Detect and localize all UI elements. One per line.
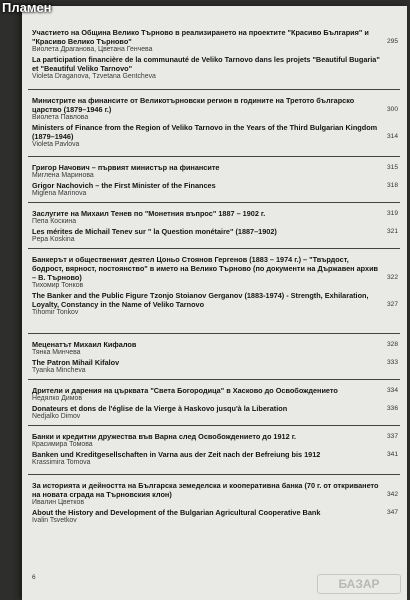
entry-page-number: 328 [386, 341, 398, 348]
entry-title-translation-text: The Patron Mihail Kifalov [32, 357, 120, 367]
watermark-text: Пламен [2, 0, 52, 15]
entry-author: Ивалин Цветков [32, 499, 84, 506]
entry-title-translation[interactable] [32, 404, 398, 413]
divider [28, 425, 400, 426]
entry-title-translation[interactable] [32, 291, 398, 309]
entry-title[interactable] [32, 96, 398, 114]
toc-entry [32, 340, 398, 375]
entry-author: Красимира Томова [32, 441, 93, 448]
entry-author: Тихомир Тонков [32, 282, 84, 289]
entry-title[interactable] [32, 28, 398, 46]
entry-title[interactable] [32, 340, 398, 349]
document-page [22, 6, 407, 600]
entry-title-translation[interactable] [32, 55, 398, 73]
toc-entry [32, 481, 398, 525]
divider [28, 474, 400, 475]
entry-title[interactable] [32, 386, 398, 395]
entry-title-translation-text: Donateurs et dons de l'église de la Vierge à Haskovo jusqu'à la Liberation [32, 403, 288, 413]
entry-author: Пепа Коскина [32, 218, 77, 225]
entry-page-number: 295 [386, 38, 398, 45]
toc-entry [32, 386, 398, 421]
entry-title-translation-text: Ministers of Finance from the Region of Veliko Tarnovo in the Years of the Third Bulgarian Kingdom (1879–1946) [32, 122, 378, 141]
divider [28, 202, 400, 203]
divider [28, 89, 400, 90]
entry-author-latin: Krassimira Tomova [32, 458, 91, 466]
entry-page-number: 322 [386, 274, 398, 281]
entry-page-number: 333 [386, 358, 398, 366]
entry-title-text: За историята и дейността на Българска земеделска и кооперативна банка (70 г. от откриването на новата сграда на Търновския клон) [32, 481, 379, 499]
entry-page-number: 342 [386, 491, 398, 498]
entry-author: Миглена Маринова [32, 172, 94, 179]
entry-title[interactable] [32, 432, 398, 441]
entry-page-number: 336 [386, 404, 398, 412]
entry-author-latin: Pepa Koskina [32, 235, 75, 243]
entry-title-translation[interactable] [32, 508, 398, 517]
entry-page-number: 314 [386, 132, 398, 140]
divider [28, 156, 400, 157]
entry-author-latin: Ivalin Tsvetkov [32, 516, 77, 524]
entry-author: Тянка Минчева [32, 349, 81, 356]
entry-page-number: 337 [386, 433, 398, 440]
watermark-logo: БАЗАР [317, 574, 401, 594]
entry-author-latin: Nedjalko Dimov [32, 412, 81, 420]
entry-author: Виолета Драганова, Цветана Генчева [32, 46, 153, 53]
entry-page-number: 347 [386, 508, 398, 516]
divider [28, 248, 400, 249]
entry-title-text: Банки и кредитни дружества във Варна след Освобождението до 1912 г. [32, 432, 297, 441]
entry-page-number: 315 [386, 164, 398, 171]
entry-author: Виолета Павлова [32, 114, 89, 121]
toc-entry [32, 96, 398, 149]
entry-title-translation[interactable] [32, 181, 398, 190]
entry-title-translation-text: Grigor Nachovich – the First Minister of the Finances [32, 180, 216, 190]
entry-title-translation-text: Les mérites de Michail Tenev sur " la Question monétaire" (1887–1902) [32, 226, 277, 236]
entry-title-translation-text: About the History and Development of the Bulgarian Agricultural Cooperative Bank [32, 507, 321, 517]
entry-title-translation[interactable] [32, 358, 398, 367]
entry-page-number: 327 [386, 300, 398, 308]
entry-title-translation-text: Banken und Kreditgesellschaften in Varna aus der Zeit nach der Befreiung bis 1912 [32, 449, 321, 459]
entry-author-latin: Violeta Draganova, Tzvetana Gentcheva [32, 72, 156, 80]
entry-title[interactable] [32, 209, 398, 218]
entry-title-text: Меценатът Михаил Кифалов [32, 340, 137, 349]
entry-page-number: 319 [386, 210, 398, 217]
entry-title-translation-text: La participation financière de la communauté de Veliko Tarnovo dans les projets "Beautiful Bugaria" et "Beautiful Veliko Tarnovo" [32, 54, 380, 73]
entry-title[interactable] [32, 481, 398, 499]
toc-entry [32, 28, 398, 81]
entry-author-latin: Violeta Pavlova [32, 140, 80, 148]
entry-author-latin: Tyanka Mincheva [32, 366, 86, 374]
entry-title-translation-text: The Banker and the Public Figure Tzonjo Stoianov Gerganov (1883-1974) - Strength, Exhilaration, Loyalty, Constancy in the Name of Veliko Tarnovo [32, 290, 369, 309]
toc-entry [32, 209, 398, 244]
entry-page-number: 341 [386, 450, 398, 458]
entry-page-number: 321 [386, 227, 398, 235]
entry-title-text: Заслугите на Михаил Тенев по "Монетния въпрос" 1887 – 1902 г. [32, 209, 266, 218]
entry-title-text: Участието на Община Велико Търново в реализирането на проектите "Красиво България" и "Красиво Велико Търново" [32, 28, 369, 46]
divider [28, 379, 400, 380]
entry-title[interactable] [32, 163, 398, 172]
entry-title-translation[interactable] [32, 123, 398, 141]
entry-title-text: Банкерът и общественият деятел Цоньо Стоянов Гергенов (1883 – 1974 г.) – "Твърдост, бодрост, вярност, постоянство" в името на Велико Търново (по документи на Държавен архив – В. Търново) [32, 255, 379, 282]
entry-title[interactable] [32, 255, 398, 282]
entry-title-translation[interactable] [32, 227, 398, 236]
entry-title-text: Дрители и дарения на църквата "Света Богородица" в Хасково до Освобождението [32, 386, 338, 395]
toc-entry [32, 255, 398, 317]
entry-author-latin: Miglena Marinova [32, 189, 87, 197]
entry-author-latin: Tihomir Tonkov [32, 308, 79, 316]
divider [28, 333, 400, 334]
entry-author: Недялко Димов [32, 395, 83, 402]
entry-title-text: Министрите на финансите от Великотърновски регион в годините на Третото българско царство (1879–1946 г.) [32, 96, 355, 114]
page-number: 6 [32, 574, 36, 581]
entry-page-number: 334 [386, 387, 398, 394]
entry-title-text: Григор Начович – първият министър на финансите [32, 163, 220, 172]
entry-page-number: 300 [386, 106, 398, 113]
toc-entry [32, 163, 398, 198]
entry-title-translation[interactable] [32, 450, 398, 459]
toc-entry [32, 432, 398, 467]
entry-page-number: 318 [386, 181, 398, 189]
